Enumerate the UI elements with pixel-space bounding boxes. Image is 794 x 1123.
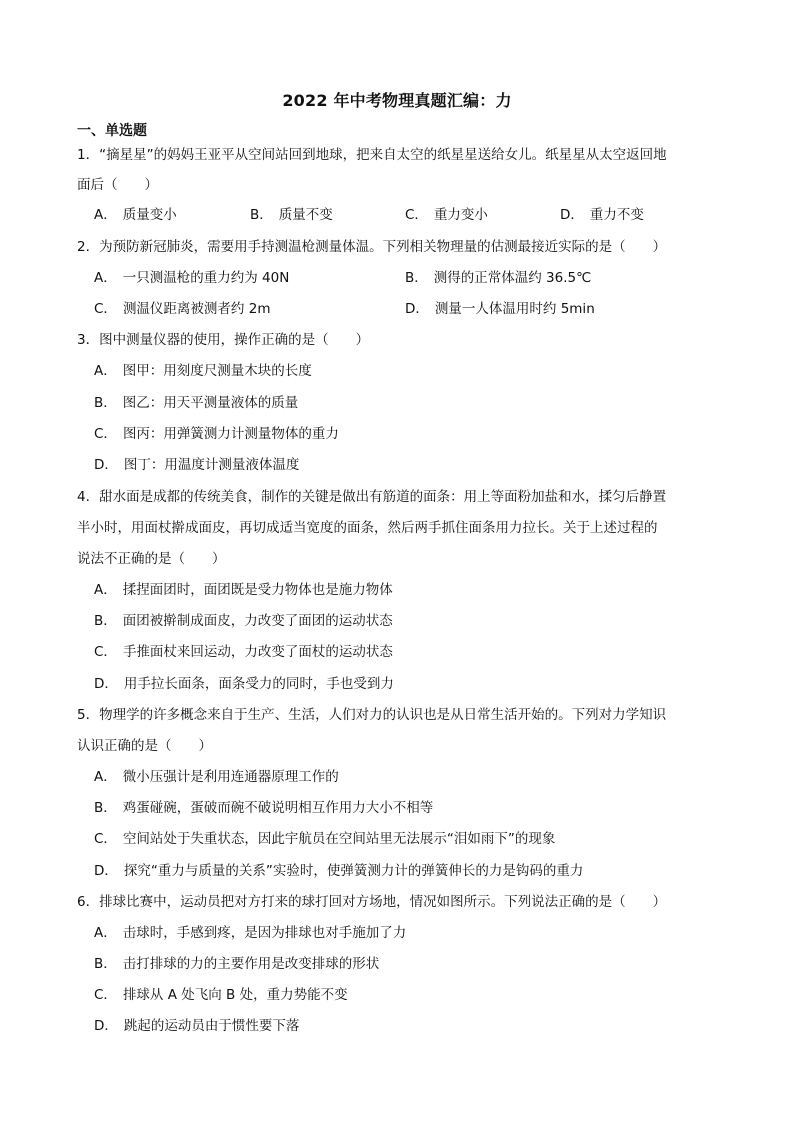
question-5-option-a bbox=[94, 767, 339, 787]
option-label: D． bbox=[94, 1018, 118, 1034]
question-1-option-d bbox=[560, 205, 644, 225]
option-text: 微小压强计是利用连通器原理工作的 bbox=[122, 769, 339, 785]
option-text: 空间站处于失重状态，因此宇航员在空间站里无法展示“泪如雨下”的现象 bbox=[122, 831, 556, 847]
question-3-line-1: 3．图中测量仪器的使用，操作正确的是（ ） bbox=[77, 332, 370, 348]
option-text: 图丙：用弹簧测力计测量物体的重力 bbox=[122, 426, 339, 442]
option-text: 图丁：用温度计测量液体温度 bbox=[123, 457, 300, 473]
question-5-line-1: 5．物理学的许多概念来自于生产、生活，人们对力的认识也是从日常生活开始的。下列对力学知识 bbox=[77, 707, 667, 723]
option-text: 测量一人体温用时约 5min bbox=[434, 301, 595, 317]
question-2-line-1: 2．为预防新冠肺炎，需要用手持测温枪测量体温。下列相关物理量的估测最接近实际的是（ ） bbox=[77, 239, 667, 255]
option-label: B． bbox=[94, 800, 117, 816]
option-text: 击球时，手感到疼，是因为排球也对手施加了力 bbox=[122, 925, 407, 941]
option-label: C． bbox=[94, 301, 117, 317]
option-text: 面团被擀制成面皮，力改变了面团的运动状态 bbox=[122, 613, 393, 629]
question-2-option-a bbox=[94, 268, 289, 288]
option-text: 击打排球的力的主要作用是改变排球的形状 bbox=[122, 956, 380, 972]
option-label: B． bbox=[405, 270, 428, 286]
option-text: 图甲：用刻度尺测量木块的长度 bbox=[122, 363, 312, 379]
option-text: 重力变小 bbox=[433, 207, 488, 223]
question-6-line-1: 6．排球比赛中，运动员把对方打来的球打回对方场地，情况如图所示。下列说法正确的是（ ） bbox=[77, 894, 667, 910]
question-5-option-d bbox=[94, 861, 583, 881]
question-6-option-c bbox=[94, 985, 348, 1005]
page-title: 2022 年中考物理真题汇编：力 bbox=[282, 91, 512, 110]
option-label: A． bbox=[94, 207, 117, 223]
question-4-line-2: 半小时，用面杖擀成面皮，再切成适当宽度的面条，然后两手抓住面条用力拉长。关于上述过程的 bbox=[77, 520, 658, 536]
option-text: 排球从 A 处飞向 B 处，重力势能不变 bbox=[122, 987, 348, 1003]
option-text: 手推面杖来回运动，力改变了面杖的运动状态 bbox=[122, 644, 393, 660]
question-4-line-1: 4．甜水面是成都的传统美食，制作的关键是做出有筋道的面条：用上等面粉加盐和水，揉匀后静置 bbox=[77, 489, 667, 505]
option-label: C． bbox=[94, 987, 117, 1003]
question-2-option-b bbox=[405, 268, 591, 288]
option-label: D． bbox=[94, 457, 118, 473]
option-label: B． bbox=[94, 613, 117, 629]
option-text: 跳起的运动员由于惯性要下落 bbox=[123, 1018, 300, 1034]
option-label: C． bbox=[94, 644, 117, 660]
question-5-option-c bbox=[94, 829, 555, 849]
question-1-option-b bbox=[250, 205, 333, 225]
option-label: A． bbox=[94, 270, 117, 286]
question-3-option-c bbox=[94, 424, 339, 444]
option-text: 测得的正常体温约 36.5℃ bbox=[433, 270, 592, 286]
question-1-option-a bbox=[94, 205, 177, 225]
question-1-line-2: 面后（ ） bbox=[77, 177, 158, 193]
option-label: D． bbox=[560, 207, 584, 223]
option-label: C． bbox=[94, 831, 117, 847]
option-text: 测温仪距离被测者约 2m bbox=[122, 301, 271, 317]
option-label: D． bbox=[405, 301, 429, 317]
question-6-option-d bbox=[94, 1016, 299, 1036]
question-4-option-b bbox=[94, 611, 393, 631]
question-3-option-a bbox=[94, 361, 312, 381]
option-label: A． bbox=[94, 925, 117, 941]
option-label: D． bbox=[94, 676, 118, 692]
question-1-option-c bbox=[405, 205, 488, 225]
question-1-line-1: 1．“摘星星”的妈妈王亚平从空间站回到地球，把来自太空的纸星星送给女儿。纸星星从太空返回地 bbox=[77, 147, 667, 163]
option-text: 探究“重力与质量的关系”实验时，使弹簧测力计的弹簧伸长的力是钩码的重力 bbox=[123, 863, 584, 879]
option-text: 一只测温枪的重力约为 40N bbox=[122, 270, 290, 286]
option-text: 用手拉长面条，面条受力的同时，手也受到力 bbox=[123, 676, 394, 692]
option-text: 鸡蛋碰碗，蛋破而碗不破说明相互作用力大小不相等 bbox=[122, 800, 434, 816]
option-label: C． bbox=[405, 207, 428, 223]
option-label: C． bbox=[94, 426, 117, 442]
section-heading: 一、单选题 bbox=[77, 123, 147, 139]
option-text: 质量变小 bbox=[122, 207, 177, 223]
question-2-option-d bbox=[405, 299, 595, 319]
question-4-option-d bbox=[94, 674, 394, 694]
option-label: D． bbox=[94, 863, 118, 879]
option-text: 图乙：用天平测量液体的质量 bbox=[122, 395, 299, 411]
question-5-option-b bbox=[94, 798, 433, 818]
option-label: A． bbox=[94, 582, 117, 598]
option-text: 揉捏面团时，面团既是受力物体也是施力物体 bbox=[122, 582, 393, 598]
question-3-option-d bbox=[94, 455, 299, 475]
question-4-option-c bbox=[94, 642, 393, 662]
option-label: A． bbox=[94, 769, 117, 785]
question-4-line-3: 说法不正确的是（ ） bbox=[77, 551, 226, 567]
option-label: B． bbox=[94, 395, 117, 411]
option-label: A． bbox=[94, 363, 117, 379]
question-6-option-b bbox=[94, 954, 379, 974]
question-2-option-c bbox=[94, 299, 270, 319]
option-text: 质量不变 bbox=[278, 207, 333, 223]
question-3-option-b bbox=[94, 393, 298, 413]
option-label: B． bbox=[250, 207, 273, 223]
question-5-line-2: 认识正确的是（ ） bbox=[77, 738, 212, 754]
option-text: 重力不变 bbox=[589, 207, 644, 223]
question-6-option-a bbox=[94, 923, 406, 943]
option-label: B． bbox=[94, 956, 117, 972]
question-4-option-a bbox=[94, 580, 393, 600]
